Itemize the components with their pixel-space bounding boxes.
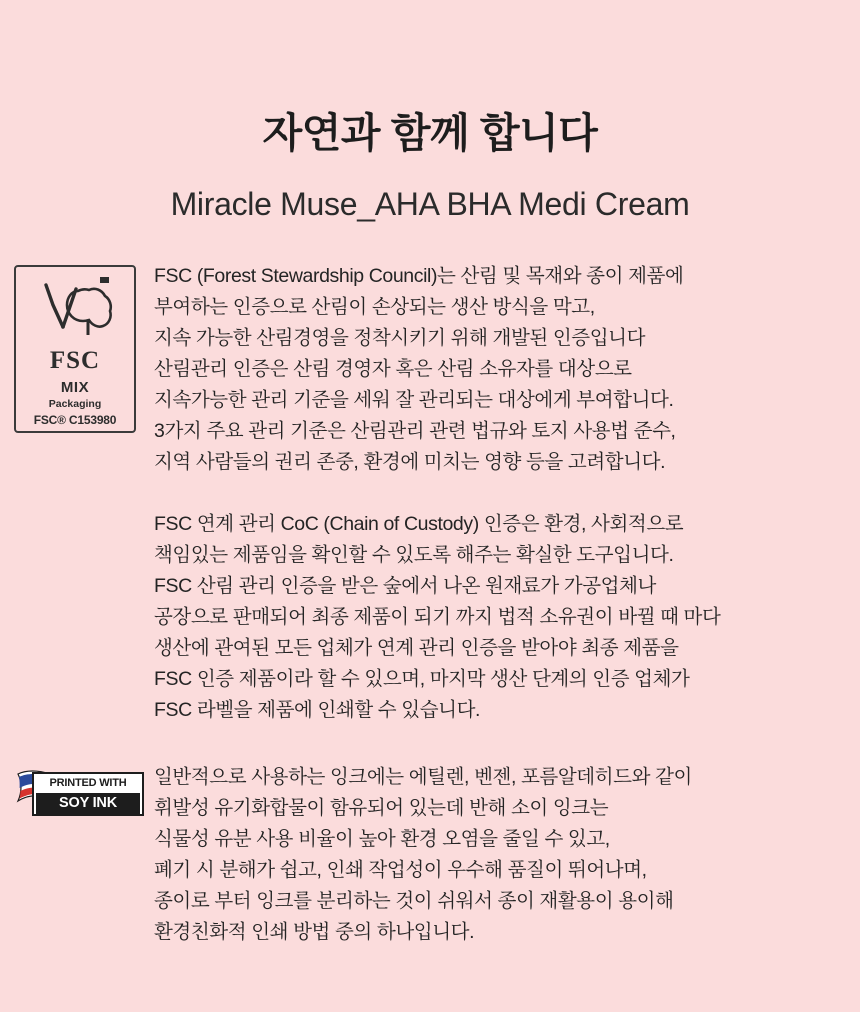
fsc-grade-label: MIX xyxy=(60,379,90,397)
text-line: FSC 라벨을 제품에 인쇄할 수 있습니다. xyxy=(154,699,481,722)
fsc-text-column xyxy=(154,261,860,726)
fsc-paragraph-2 xyxy=(154,509,860,726)
text-line: 폐기 시 분해가 쉽고, 인쇄 작업성이 우수해 품질이 뛰어나며, xyxy=(154,859,647,882)
text-line: 부여하는 인증으로 산림이 손상되는 생산 방식을 막고, xyxy=(154,296,595,319)
soy-ink-section xyxy=(0,762,860,948)
soy-text-column xyxy=(154,762,860,948)
text-line: 식물성 유분 사용 비율이 높아 환경 오염을 줄일 수 있고, xyxy=(154,828,610,851)
product-name-subtitle: Miracle Muse_AHA BHA Medi Cream xyxy=(170,186,690,223)
fsc-paragraph-1 xyxy=(154,261,860,478)
fsc-certification-section xyxy=(0,261,860,726)
text-line: 지속 가능한 산림경영을 정착시키기 위해 개발된 인증입니다 xyxy=(154,327,646,350)
text-line: 책임있는 제품임을 확인할 수 있도록 해주는 확실한 도구입니다. xyxy=(154,544,674,567)
fsc-badge-column xyxy=(14,261,154,433)
text-line: 종이로 부터 잉크를 분리하는 것이 쉬워서 종이 재활용이 용이해 xyxy=(154,890,674,913)
soy-ink-box xyxy=(32,772,144,816)
text-line: 일반적으로 사용하는 잉크에는 에틸렌, 벤젠, 포름알데히드와 같이 xyxy=(154,766,692,789)
text-line: 산림관리 인증은 산림 경영자 혹은 산림 소유자를 대상으로 xyxy=(154,358,632,381)
text-line: FSC (Forest Stewardship Council)는 산림 및 목재와 종이 제품에 xyxy=(154,265,684,288)
page-title: 자연과 함께 합니다 xyxy=(262,110,598,157)
fsc-code-label: FSC® C153980 xyxy=(33,413,117,428)
soy-ink-badge xyxy=(14,768,144,820)
text-line: FSC 연계 관리 CoC (Chain of Custody) 인증은 환경, 사회적으로 xyxy=(154,513,684,536)
text-line: 생산에 관여된 모든 업체가 연계 관리 인증을 받아야 최종 제품을 xyxy=(154,637,679,660)
soy-badge-column xyxy=(14,762,154,820)
product-detail-page xyxy=(0,27,860,1012)
text-line: FSC 인증 제품이라 할 수 있으며, 마지막 생산 단계의 인증 업체가 xyxy=(154,668,690,691)
text-line: 지역 사람들의 권리 존중, 환경에 미치는 영향 등을 고려합니다. xyxy=(154,451,666,474)
soy-paragraph-1 xyxy=(154,762,860,948)
soy-ink-main-label: SOY INK xyxy=(36,793,140,814)
text-line: 휘발성 유기화합물이 함유되어 있는데 반해 소이 잉크는 xyxy=(154,797,609,820)
soy-ink-top-label: PRINTED WITH xyxy=(49,777,127,790)
text-line: 3가지 주요 관리 기준은 산림관리 관련 법규와 토지 사용법 준수, xyxy=(154,420,676,443)
text-line: 지속가능한 관리 기준을 세워 잘 관리되는 대상에게 부여합니다. xyxy=(154,389,674,412)
fsc-tree-checkmark-icon xyxy=(32,275,118,352)
text-line: FSC 산림 관리 인증을 받은 숲에서 나온 원재료가 가공업체나 xyxy=(154,575,656,598)
fsc-certification-badge xyxy=(14,265,136,433)
fsc-category-label: Packaging xyxy=(48,398,102,411)
text-line: 환경친화적 인쇄 방법 중의 하나입니다. xyxy=(154,921,475,944)
text-line: 공장으로 판매되어 최종 제품이 되기 까지 법적 소유권이 바뀔 때 마다 xyxy=(154,606,721,629)
fsc-label: FSC xyxy=(49,347,101,375)
